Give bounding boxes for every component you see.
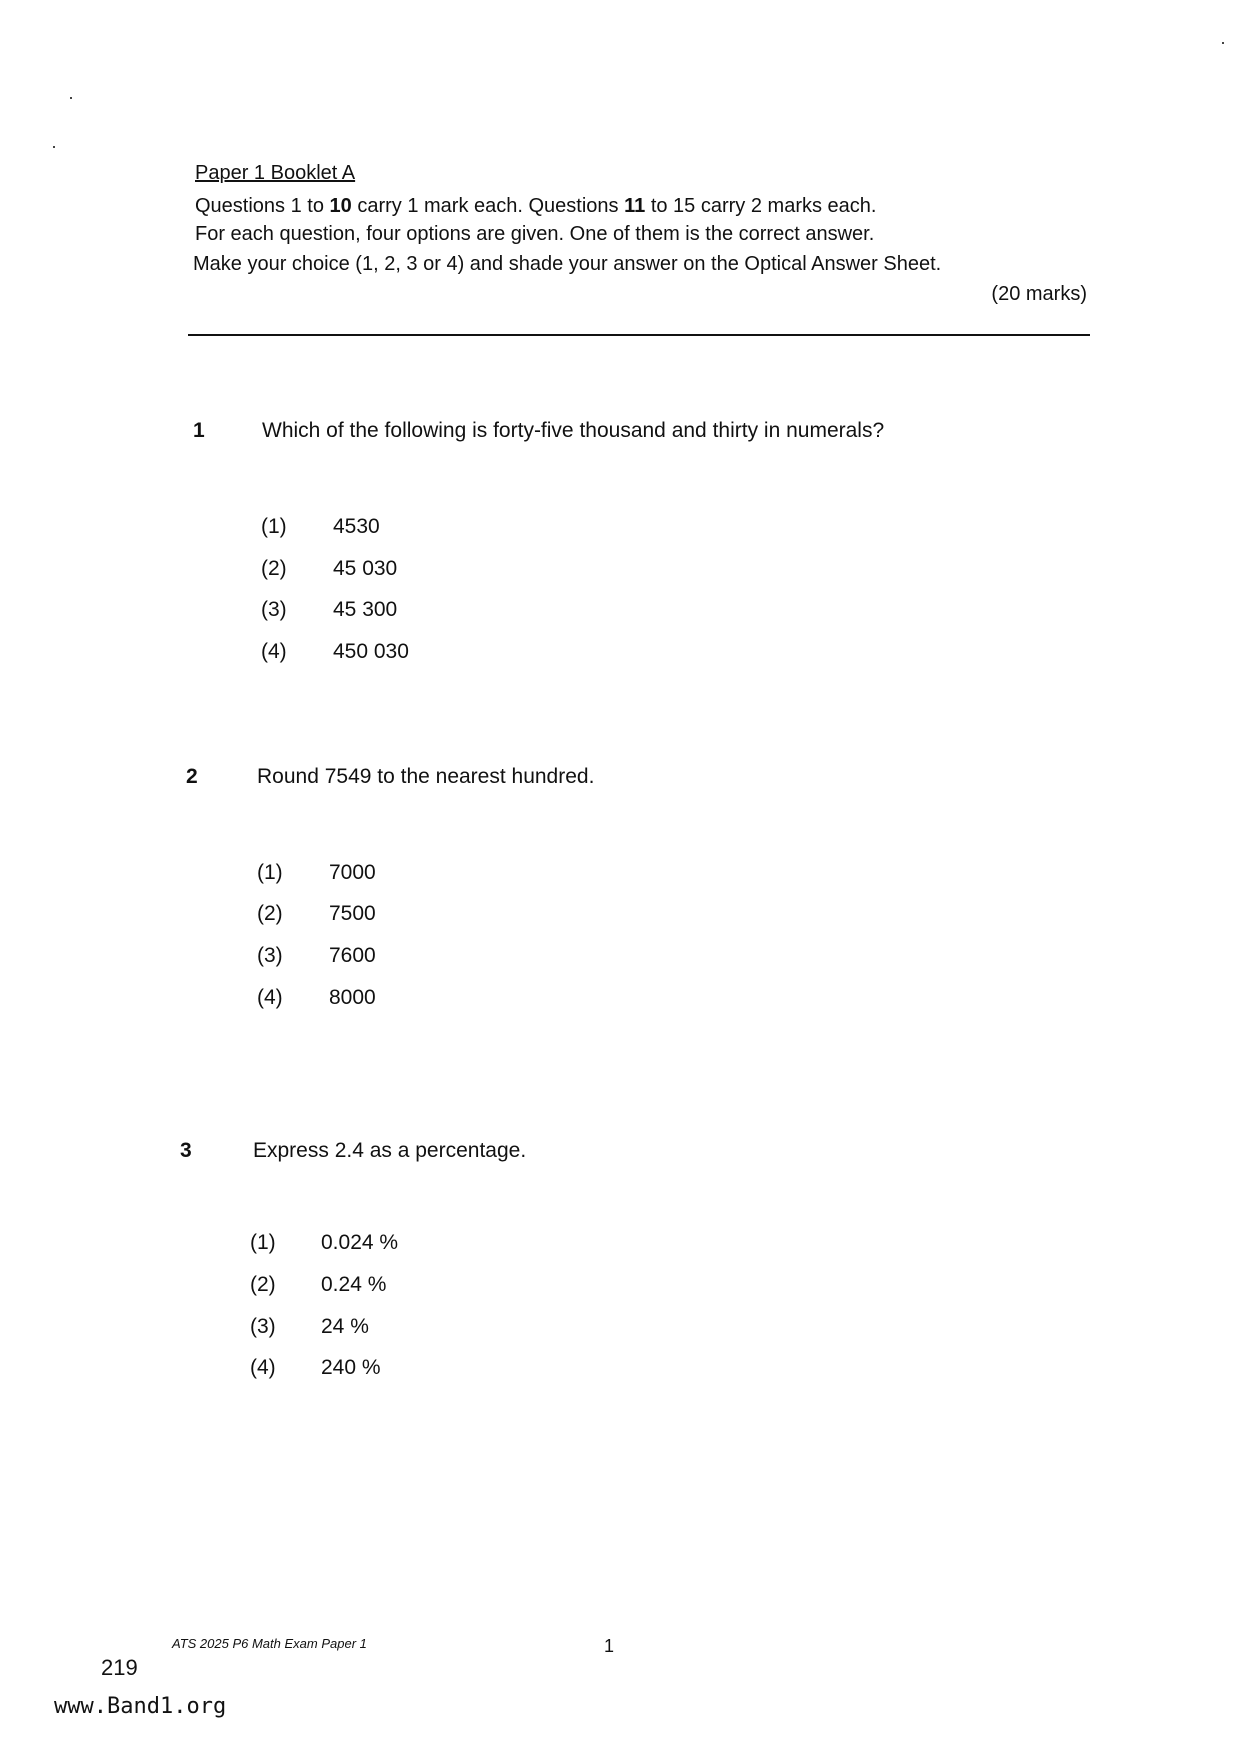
option-value: 7000	[329, 861, 376, 884]
website-watermark: www.Band1.org	[54, 1694, 227, 1719]
scan-speck	[1222, 42, 1224, 44]
page-number: 1	[604, 1636, 615, 1656]
option-label: (1)	[261, 515, 287, 538]
option-label: (2)	[261, 557, 287, 580]
option-value: 45 300	[333, 598, 398, 621]
option-value: 8000	[329, 986, 376, 1009]
option-label: (2)	[257, 902, 283, 925]
instr-bold: 10	[329, 195, 352, 217]
option-label: (1)	[250, 1231, 276, 1254]
question-text: Round 7549 to the nearest hundred.	[257, 765, 595, 788]
question-text: Express 2.4 as a percentage.	[253, 1139, 527, 1162]
instr-bold: 11	[624, 195, 646, 217]
booklet-title: Paper 1 Booklet A	[195, 162, 356, 184]
option-label: (4)	[261, 640, 287, 663]
instr-text: Questions 1 to	[195, 195, 330, 217]
instructions-line-2: For each question, four options are given. One of them is the correct answer.	[195, 223, 875, 245]
option-value: 4530	[333, 515, 380, 538]
instr-text: carry 1 mark each. Questions	[351, 195, 625, 217]
total-marks: (20 marks)	[991, 283, 1087, 305]
option-value: 45 030	[333, 557, 398, 580]
option-label: (3)	[250, 1315, 276, 1338]
option-label: (4)	[250, 1356, 276, 1379]
scan-speck	[53, 146, 55, 148]
option-value: 7500	[329, 902, 376, 925]
option-value: 24 %	[321, 1315, 369, 1338]
header-divider	[188, 334, 1090, 336]
option-label: (2)	[250, 1273, 276, 1296]
question-number: 2	[186, 765, 198, 788]
option-value: 240 %	[321, 1356, 381, 1379]
instructions-line-3: Make your choice (1, 2, 3 or 4) and shade your answer on the Optical Answer Sheet.	[193, 253, 942, 275]
question-number: 3	[180, 1139, 192, 1162]
option-value: 450 030	[333, 640, 409, 663]
instructions-line-1	[195, 196, 876, 216]
option-label: (1)	[257, 861, 283, 884]
option-label: (3)	[261, 598, 287, 621]
question-text: Which of the following is forty-five thousand and thirty in numerals?	[262, 419, 885, 442]
option-value: 7600	[329, 944, 376, 967]
option-value: 0.024 %	[321, 1231, 399, 1254]
question-number: 1	[193, 419, 205, 442]
option-value: 0.24 %	[321, 1273, 387, 1296]
option-label: (4)	[257, 986, 283, 1009]
instr-text: to 15 carry 2 marks each.	[645, 195, 877, 217]
stamp-number: 219	[101, 1655, 138, 1680]
scan-speck	[70, 97, 72, 99]
footer-reference: ATS 2025 P6 Math Exam Paper 1	[172, 1636, 367, 1651]
option-label: (3)	[257, 944, 283, 967]
